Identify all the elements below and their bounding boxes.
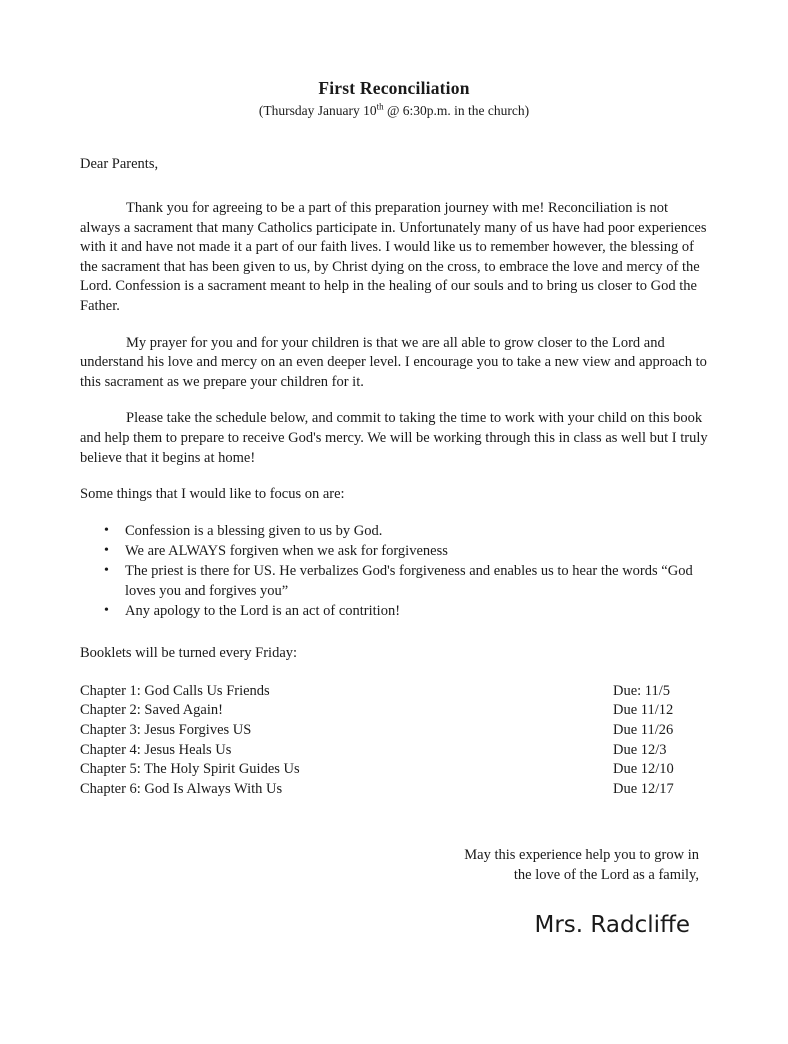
subtitle-text-before: (Thursday January 10 [258, 102, 377, 118]
bullet-icon: • [104, 523, 109, 539]
list-item-label: Confession is a blessing given to us by God. [125, 522, 383, 539]
chapter-title-cell: Chapter 2: Saved Again! [80, 702, 223, 719]
table-row [80, 760, 708, 780]
list-item [80, 522, 708, 542]
list-item-label: We are ALWAYS forgiven when we ask for forgiveness [125, 542, 448, 559]
focus-list [80, 522, 708, 621]
table-row [80, 721, 708, 741]
table-row [80, 780, 708, 800]
body-paragraph-1: Thank you for agreeing to be a part of this preparation journey with me! Reconciliation is not always a sacrament that many Catholics participate in. Unfortunately many of us have had poor experiences with it and have not made it a part of our faith lives. I would like us to remember however, the blessing of the sacrament that has been given to us, by Christ dying on the cross, to embrace the love and mercy of the Lord. Confession is a sacrament meant to help in the healing of our souls and to bring us closer to God the Father. [80, 200, 707, 314]
signature: Mrs. Radcliffe [534, 911, 690, 938]
chapter-title-cell: Chapter 3: Jesus Forgives US [80, 721, 252, 738]
chapter-title-cell: Chapter 5: The Holy Spirit Guides Us [80, 761, 300, 778]
due-date-cell: Due 11/26 [613, 721, 674, 738]
chapter-title-cell: Chapter 4: Jesus Heals Us [80, 741, 232, 758]
closing-line: the love of the Lord as a family, [513, 866, 699, 883]
chapter-title-cell: Chapter 1: God Calls Us Friends [80, 682, 270, 699]
due-date-cell: Due 11/12 [613, 702, 674, 719]
list-item [80, 602, 708, 622]
focus-list-lead-in: Some things that I would like to focus on are: [80, 486, 345, 503]
chapter-title-cell: Chapter 6: God Is Always With Us [80, 780, 283, 797]
bullet-icon: • [104, 603, 109, 619]
document-body [80, 78, 708, 939]
due-date-cell: Due 12/17 [613, 780, 674, 797]
closing-block [80, 846, 708, 885]
closing-line: May this experience help you to grow in [464, 847, 699, 864]
subtitle-text-after: @ 6:30p.m. in the church) [383, 102, 530, 118]
list-item-label: Any apology to the Lord is an act of contrition! [125, 602, 401, 619]
ordinal-superscript: th [376, 101, 384, 112]
due-date-cell: Due 12/3 [613, 741, 667, 758]
due-date-cell: Due 12/10 [613, 761, 674, 778]
list-item [80, 562, 708, 601]
bullet-icon: • [104, 543, 109, 559]
table-row [80, 741, 708, 761]
event-details-subtitle [80, 102, 708, 120]
body-paragraph-2: My prayer for you and for your children is that we are all able to grow closer to the Lord and understand his love and mercy on an even deeper level. I encourage you to take a new view and approach to this sacrament as we prepare your children for it. [80, 334, 707, 390]
bullet-icon: • [104, 563, 109, 579]
chapter-schedule-table [80, 682, 708, 800]
page-title: First Reconciliation [318, 78, 470, 98]
list-item-label: The priest is there for US. He verbalizes God's forgiveness and enables us to hear the words “God loves you and forgives you” [125, 562, 693, 599]
salutation: Dear Parents, [80, 156, 159, 173]
body-paragraph-3: Please take the schedule below, and commit to taking the time to work with your child on this book and help them to prepare to receive God's mercy. We will be working through this in class as well but I truly believe that it begins at home! [80, 410, 708, 466]
due-date-cell: Due: 11/5 [613, 682, 671, 699]
table-row [80, 701, 708, 721]
list-item [80, 542, 708, 562]
schedule-lead-in: Booklets will be turned every Friday: [80, 645, 298, 662]
table-row [80, 682, 708, 702]
